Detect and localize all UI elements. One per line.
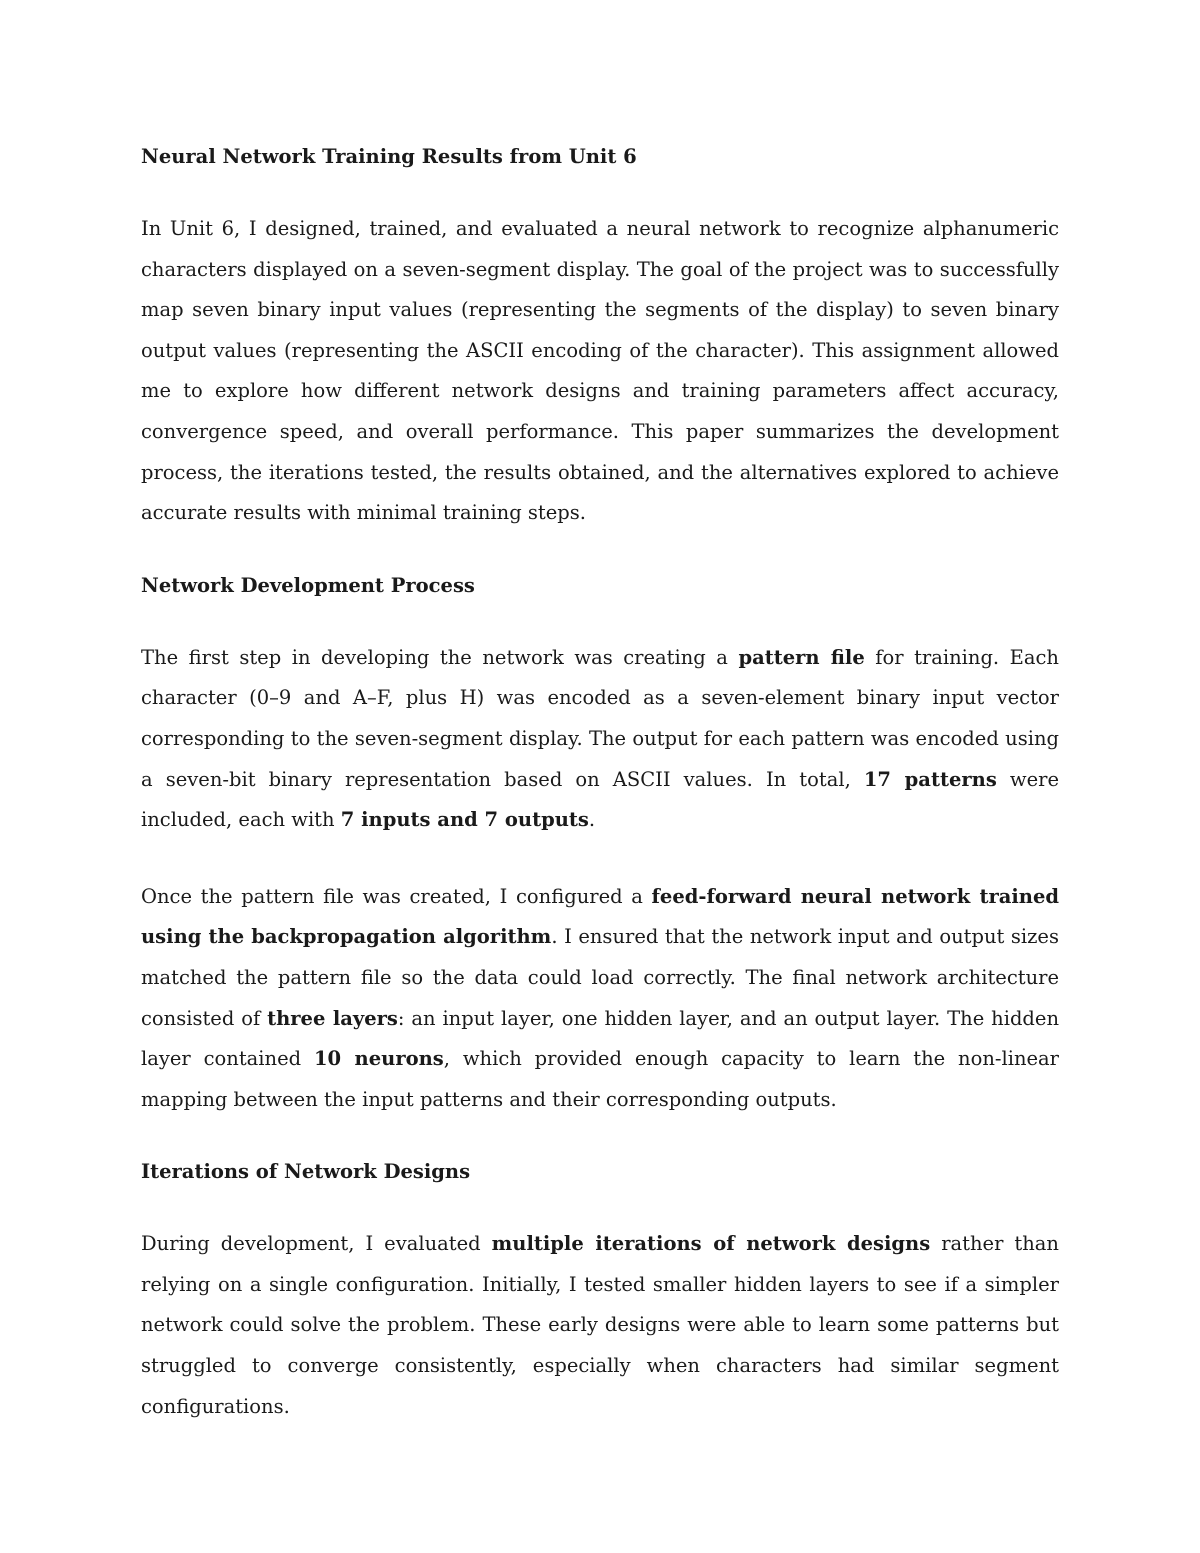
text-run: were included, each with — [141, 767, 1059, 832]
text-run: rather than relying on a single configuration. Initially, I tested smaller hidden layers to see if a simpler network could solve the problem. These early designs were able to learn some patterns but struggled to converge consistently, especially when characters had similar segment configurations. — [141, 1232, 1059, 1418]
text-run: . I ensured that the network input and output sizes matched the pattern file so the data could load correctly. The final network architecture consisted of — [141, 925, 1059, 1030]
section-heading-iterations: Iterations of Network Designs — [141, 1160, 471, 1184]
text-run: Once the pattern file was created, I configured a — [141, 884, 652, 908]
text-run: for training. Each character (0–9 and A–F, plus H) was encoded as a seven-element binary input vector corresponding to the seven-segment display. The output for each pattern was encoded using a seven-bit binary representation based on ASCII values. In total, — [141, 645, 1059, 791]
intro-paragraph: In Unit 6, I designed, trained, and evaluated a neural network to recognize alphanumeric characters displayed on a seven-segment display. The goal of the project was to successfully map seven binary input values (representing the segments of the display) to seven binary output values (representing the ASCII encoding of the character). This assignment allowed me to explore how different network designs and training parameters affect accuracy, convergence speed, and overall performance. This paper summarizes the development process, the iterations tested, the results obtained, and the alternatives explored to achieve accurate results with minimal training steps. — [141, 217, 1059, 525]
document-title: Neural Network Training Results from Unit 6 — [141, 145, 637, 168]
development-paragraph-2 — [141, 877, 1059, 1121]
text-run: During development, I evaluated — [141, 1232, 492, 1256]
bold-run: multiple iterations of network designs — [491, 1232, 931, 1256]
text-run: . — [588, 808, 596, 832]
bold-run: feed-forward neural network trained using the backpropagation algorithm — [141, 884, 1059, 949]
text-run: : an input layer, one hidden layer, and an output layer. The hidden layer contained — [141, 1006, 1060, 1071]
bold-run: 10 neurons — [313, 1047, 444, 1071]
document-body — [141, 141, 1059, 1463]
text-run: , which provided enough capacity to learn the non-linear mapping between the input patterns and their corresponding outputs. — [141, 1047, 1060, 1111]
iterations-paragraph-1 — [141, 1224, 1059, 1427]
section-heading-development: Network Development Process — [141, 573, 475, 597]
text-run: The first step in developing the network was creating a — [141, 645, 739, 669]
bold-run: pattern file — [738, 645, 865, 669]
development-paragraph-1 — [141, 638, 1059, 841]
bold-run: three layers — [267, 1006, 398, 1030]
bold-run: 17 patterns — [863, 767, 997, 791]
bold-run: 7 inputs and 7 outputs — [340, 808, 589, 832]
